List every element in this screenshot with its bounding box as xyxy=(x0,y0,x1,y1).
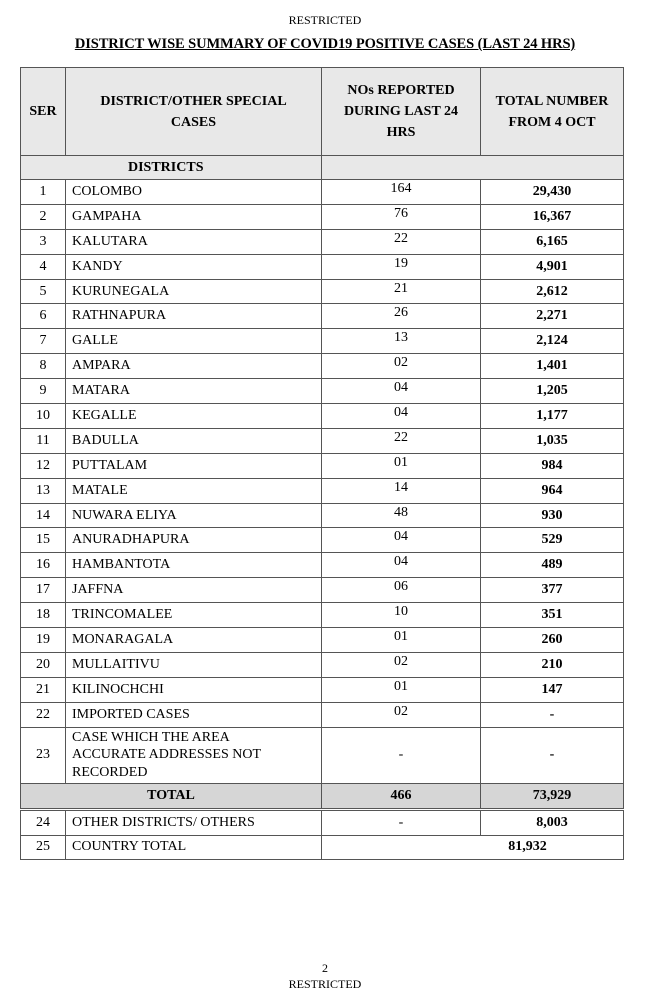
table-row xyxy=(21,478,624,503)
document-title: DISTRICT WISE SUMMARY OF COVID19 POSITIVE CASES (LAST 24 HRS) xyxy=(74,36,576,52)
table-row xyxy=(21,354,624,379)
row-district: IMPORTED CASES xyxy=(66,702,322,727)
country-total-value: 81,932 xyxy=(322,835,624,860)
row-district: GAMPAHA xyxy=(66,204,322,229)
row-district: COLOMBO xyxy=(66,180,322,205)
restricted-marking-top: RESTRICTED xyxy=(288,13,362,27)
table-row xyxy=(21,428,624,453)
row-ser: 2 xyxy=(21,204,66,229)
row-total: 377 xyxy=(481,578,624,603)
row-district: HAMBANTOTA xyxy=(66,553,322,578)
table-row xyxy=(21,553,624,578)
row-district: KEGALLE xyxy=(66,404,322,429)
row-nos: - xyxy=(322,727,481,783)
table-row xyxy=(21,379,624,404)
row-total: 260 xyxy=(481,628,624,653)
row-district-line: CASE WHICH THE AREA xyxy=(72,729,230,745)
row-total: 8,003 xyxy=(481,811,624,836)
row-ser: 23 xyxy=(21,727,66,783)
row-ser: 8 xyxy=(21,354,66,379)
table-row xyxy=(21,503,624,528)
row-district: TRINCOMALEE xyxy=(66,603,322,628)
row-nos: 04 xyxy=(322,404,481,429)
row-ser: 15 xyxy=(21,528,66,553)
row-total: 2,612 xyxy=(481,279,624,304)
row-ser: 19 xyxy=(21,628,66,653)
row-nos: 04 xyxy=(322,553,481,578)
row-nos: 06 xyxy=(322,578,481,603)
row-ser: 25 xyxy=(21,835,66,860)
table-row xyxy=(21,304,624,329)
row-ser: 22 xyxy=(21,702,66,727)
row-total: 984 xyxy=(481,453,624,478)
table-row xyxy=(21,628,624,653)
table-row xyxy=(21,180,624,205)
table-row xyxy=(21,677,624,702)
row-district-line: ACCURATE ADDRESSES NOT xyxy=(72,747,262,763)
col-header-nos: NOs REPORTED DURING LAST 24 HRS xyxy=(322,68,481,156)
restricted-marking-bottom: RESTRICTED xyxy=(288,977,362,991)
table-row xyxy=(21,835,624,860)
row-ser: 10 xyxy=(21,404,66,429)
row-ser: 7 xyxy=(21,329,66,354)
row-district: PUTTALAM xyxy=(66,453,322,478)
row-nos: - xyxy=(322,811,481,836)
row-total: 930 xyxy=(481,503,624,528)
row-district: OTHER DISTRICTS/ OTHERS xyxy=(66,811,322,836)
row-nos: 04 xyxy=(322,379,481,404)
row-total: 1,177 xyxy=(481,404,624,429)
row-ser: 9 xyxy=(21,379,66,404)
table-row xyxy=(21,279,624,304)
other-totals-table xyxy=(20,810,624,860)
row-ser: 14 xyxy=(21,503,66,528)
table-row xyxy=(21,528,624,553)
row-ser: 4 xyxy=(21,254,66,279)
row-ser: 12 xyxy=(21,453,66,478)
row-district: GALLE xyxy=(66,329,322,354)
row-district: JAFFNA xyxy=(66,578,322,603)
row-total: 1,205 xyxy=(481,379,624,404)
row-ser: 16 xyxy=(21,553,66,578)
row-district: KANDY xyxy=(66,254,322,279)
table-row xyxy=(21,204,624,229)
section-empty-cell xyxy=(322,156,624,180)
total-row xyxy=(21,783,624,808)
row-total: 6,165 xyxy=(481,229,624,254)
row-total: - xyxy=(481,727,624,783)
table-header-row xyxy=(21,68,624,156)
row-ser: 6 xyxy=(21,304,66,329)
row-total: 2,124 xyxy=(481,329,624,354)
row-nos: 21 xyxy=(322,279,481,304)
row-district: ANURADHAPURA xyxy=(66,528,322,553)
row-district: KILINOCHCHI xyxy=(66,677,322,702)
col-header-total: TOTAL NUMBER FROM 4 OCT xyxy=(481,68,624,156)
row-nos: 13 xyxy=(322,329,481,354)
table-row xyxy=(21,453,624,478)
row-nos: 01 xyxy=(322,453,481,478)
row-district: AMPARA xyxy=(66,354,322,379)
row-nos: 02 xyxy=(322,652,481,677)
row-total: 2,271 xyxy=(481,304,624,329)
table-row xyxy=(21,404,624,429)
row-nos: 10 xyxy=(322,603,481,628)
row-district: MULLAITIVU xyxy=(66,652,322,677)
total-value: 73,929 xyxy=(481,783,624,808)
row-total: - xyxy=(481,702,624,727)
row-nos: 22 xyxy=(322,428,481,453)
row-nos: 26 xyxy=(322,304,481,329)
row-ser: 13 xyxy=(21,478,66,503)
row-nos: 02 xyxy=(322,702,481,727)
row-district: KURUNEGALA xyxy=(66,279,322,304)
row-ser: 18 xyxy=(21,603,66,628)
row-total: 4,901 xyxy=(481,254,624,279)
row-ser: 21 xyxy=(21,677,66,702)
table-row xyxy=(21,229,624,254)
row-nos: 22 xyxy=(322,229,481,254)
col-header-district: DISTRICT/OTHER SPECIAL CASES xyxy=(66,68,322,156)
table-row xyxy=(21,727,624,783)
row-ser: 3 xyxy=(21,229,66,254)
row-nos: 02 xyxy=(322,354,481,379)
row-nos: 14 xyxy=(322,478,481,503)
row-district: BADULLA xyxy=(66,428,322,453)
table-row xyxy=(21,329,624,354)
table-row xyxy=(21,652,624,677)
row-total: 210 xyxy=(481,652,624,677)
row-total: 1,035 xyxy=(481,428,624,453)
row-district: KALUTARA xyxy=(66,229,322,254)
table-row xyxy=(21,603,624,628)
table-row xyxy=(21,702,624,727)
row-ser: 1 xyxy=(21,180,66,205)
row-nos: 76 xyxy=(322,204,481,229)
table-row xyxy=(21,811,624,836)
row-nos: 01 xyxy=(322,677,481,702)
row-district: MATARA xyxy=(66,379,322,404)
table-row xyxy=(21,578,624,603)
row-nos: 01 xyxy=(322,628,481,653)
row-total: 29,430 xyxy=(481,180,624,205)
row-district: MONARAGALA xyxy=(66,628,322,653)
row-nos: 19 xyxy=(322,254,481,279)
row-district: COUNTRY TOTAL xyxy=(66,835,322,860)
row-nos: 48 xyxy=(322,503,481,528)
row-total: 1,401 xyxy=(481,354,624,379)
row-district xyxy=(66,727,322,783)
row-ser: 24 xyxy=(21,811,66,836)
row-ser: 17 xyxy=(21,578,66,603)
row-total: 964 xyxy=(481,478,624,503)
row-district-line: RECORDED xyxy=(72,764,148,780)
row-total: 147 xyxy=(481,677,624,702)
row-district: NUWARA ELIYA xyxy=(66,503,322,528)
row-district: MATALE xyxy=(66,478,322,503)
col-header-ser: SER xyxy=(21,68,66,156)
total-nos: 466 xyxy=(322,783,481,808)
row-total: 489 xyxy=(481,553,624,578)
section-label: DISTRICTS xyxy=(21,156,322,180)
row-district: RATHNAPURA xyxy=(66,304,322,329)
district-summary-table xyxy=(20,67,624,809)
row-total: 351 xyxy=(481,603,624,628)
page-number: 2 xyxy=(322,961,328,975)
row-ser: 20 xyxy=(21,652,66,677)
row-ser: 5 xyxy=(21,279,66,304)
table-row xyxy=(21,254,624,279)
total-label: TOTAL xyxy=(21,783,322,808)
row-nos: 164 xyxy=(322,180,481,205)
row-total: 529 xyxy=(481,528,624,553)
row-total: 16,367 xyxy=(481,204,624,229)
row-nos: 04 xyxy=(322,528,481,553)
row-ser: 11 xyxy=(21,428,66,453)
section-row-districts xyxy=(21,156,624,180)
